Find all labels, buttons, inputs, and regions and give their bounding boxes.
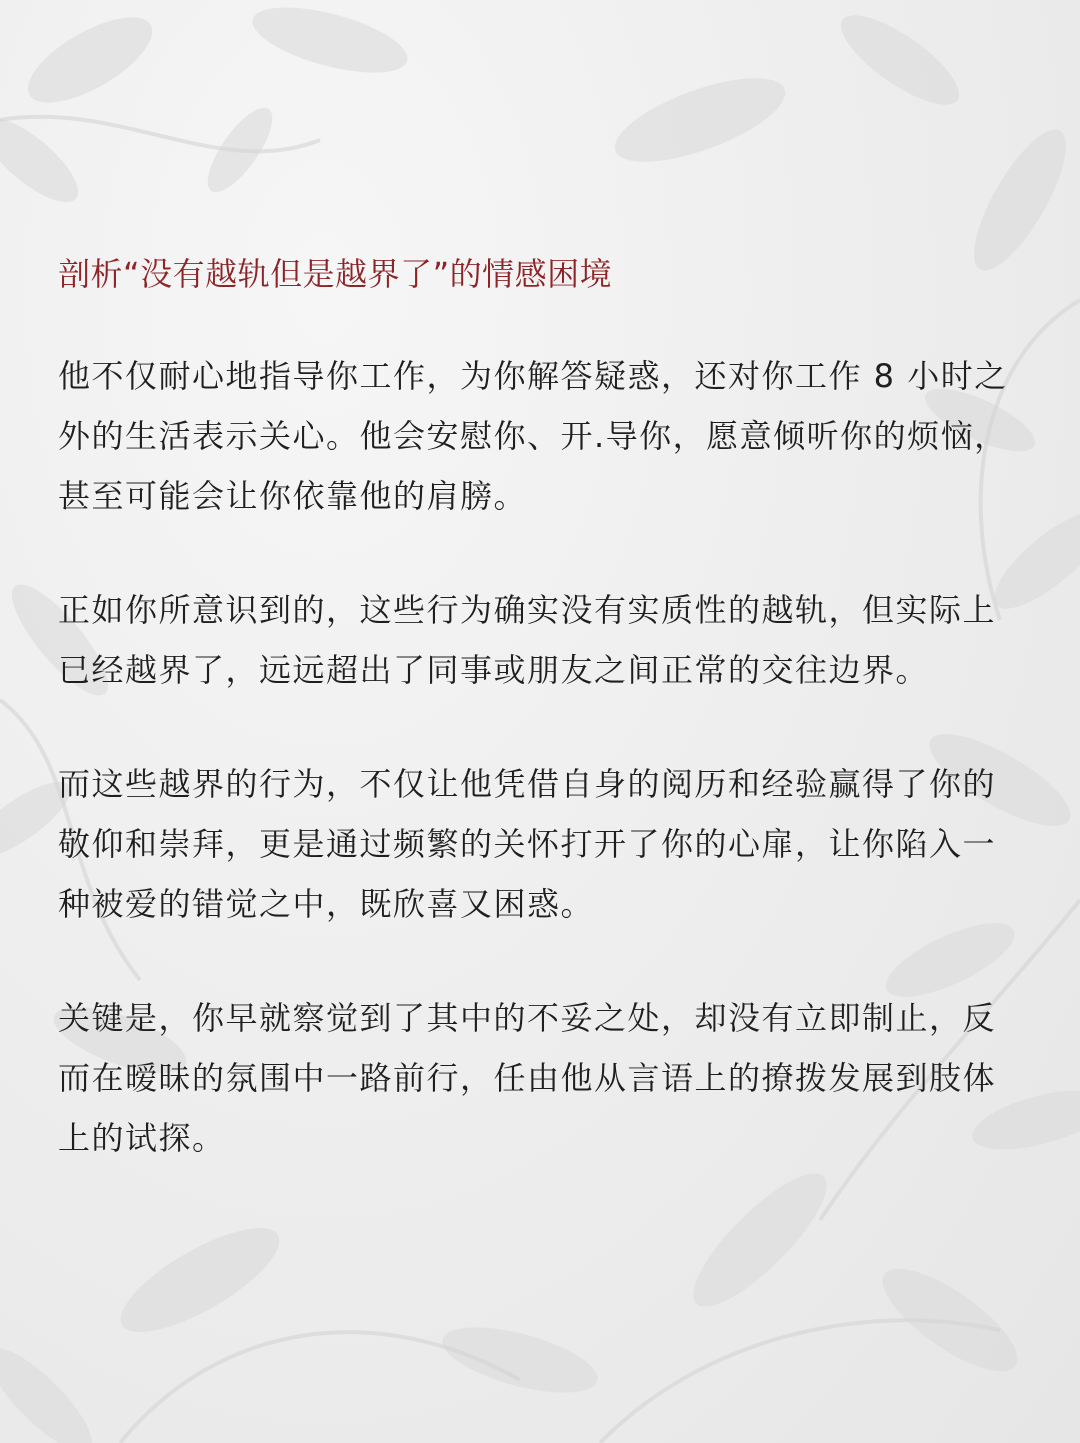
paragraph: 关键是，你早就察觉到了其中的不妥之处，却没有立即制止，反而在暧昧的氛围中一路前行，任由他从言语上的撩拨发展到肢体上的试探。 (58, 999, 997, 1157)
paragraph: 正如你所意识到的，这些行为确实没有实质性的越轨，但实际上已经越界了，远远超出了同事或朋友之间正常的交往边界。 (58, 591, 997, 689)
article (58, 248, 1018, 1222)
paragraph: 而这些越界的行为，不仅让他凭借自身的阅历和经验赢得了你的敬仰和崇拜，更是通过频繁的关怀打开了你的心扉，让你陷入一种被爱的错觉之中，既欣喜又困惑。 (58, 765, 997, 923)
article-title: 剖析“没有越轨但是越界了”的情感困境 (58, 255, 613, 293)
paragraph: 他不仅耐心地指导你工作，为你解答疑惑，还对你工作 8 小时之外的生活表示关心。他会安慰你、开.导你，愿意倾听你的烦恼，甚至可能会让你依靠他的肩膀。 (58, 357, 1008, 515)
